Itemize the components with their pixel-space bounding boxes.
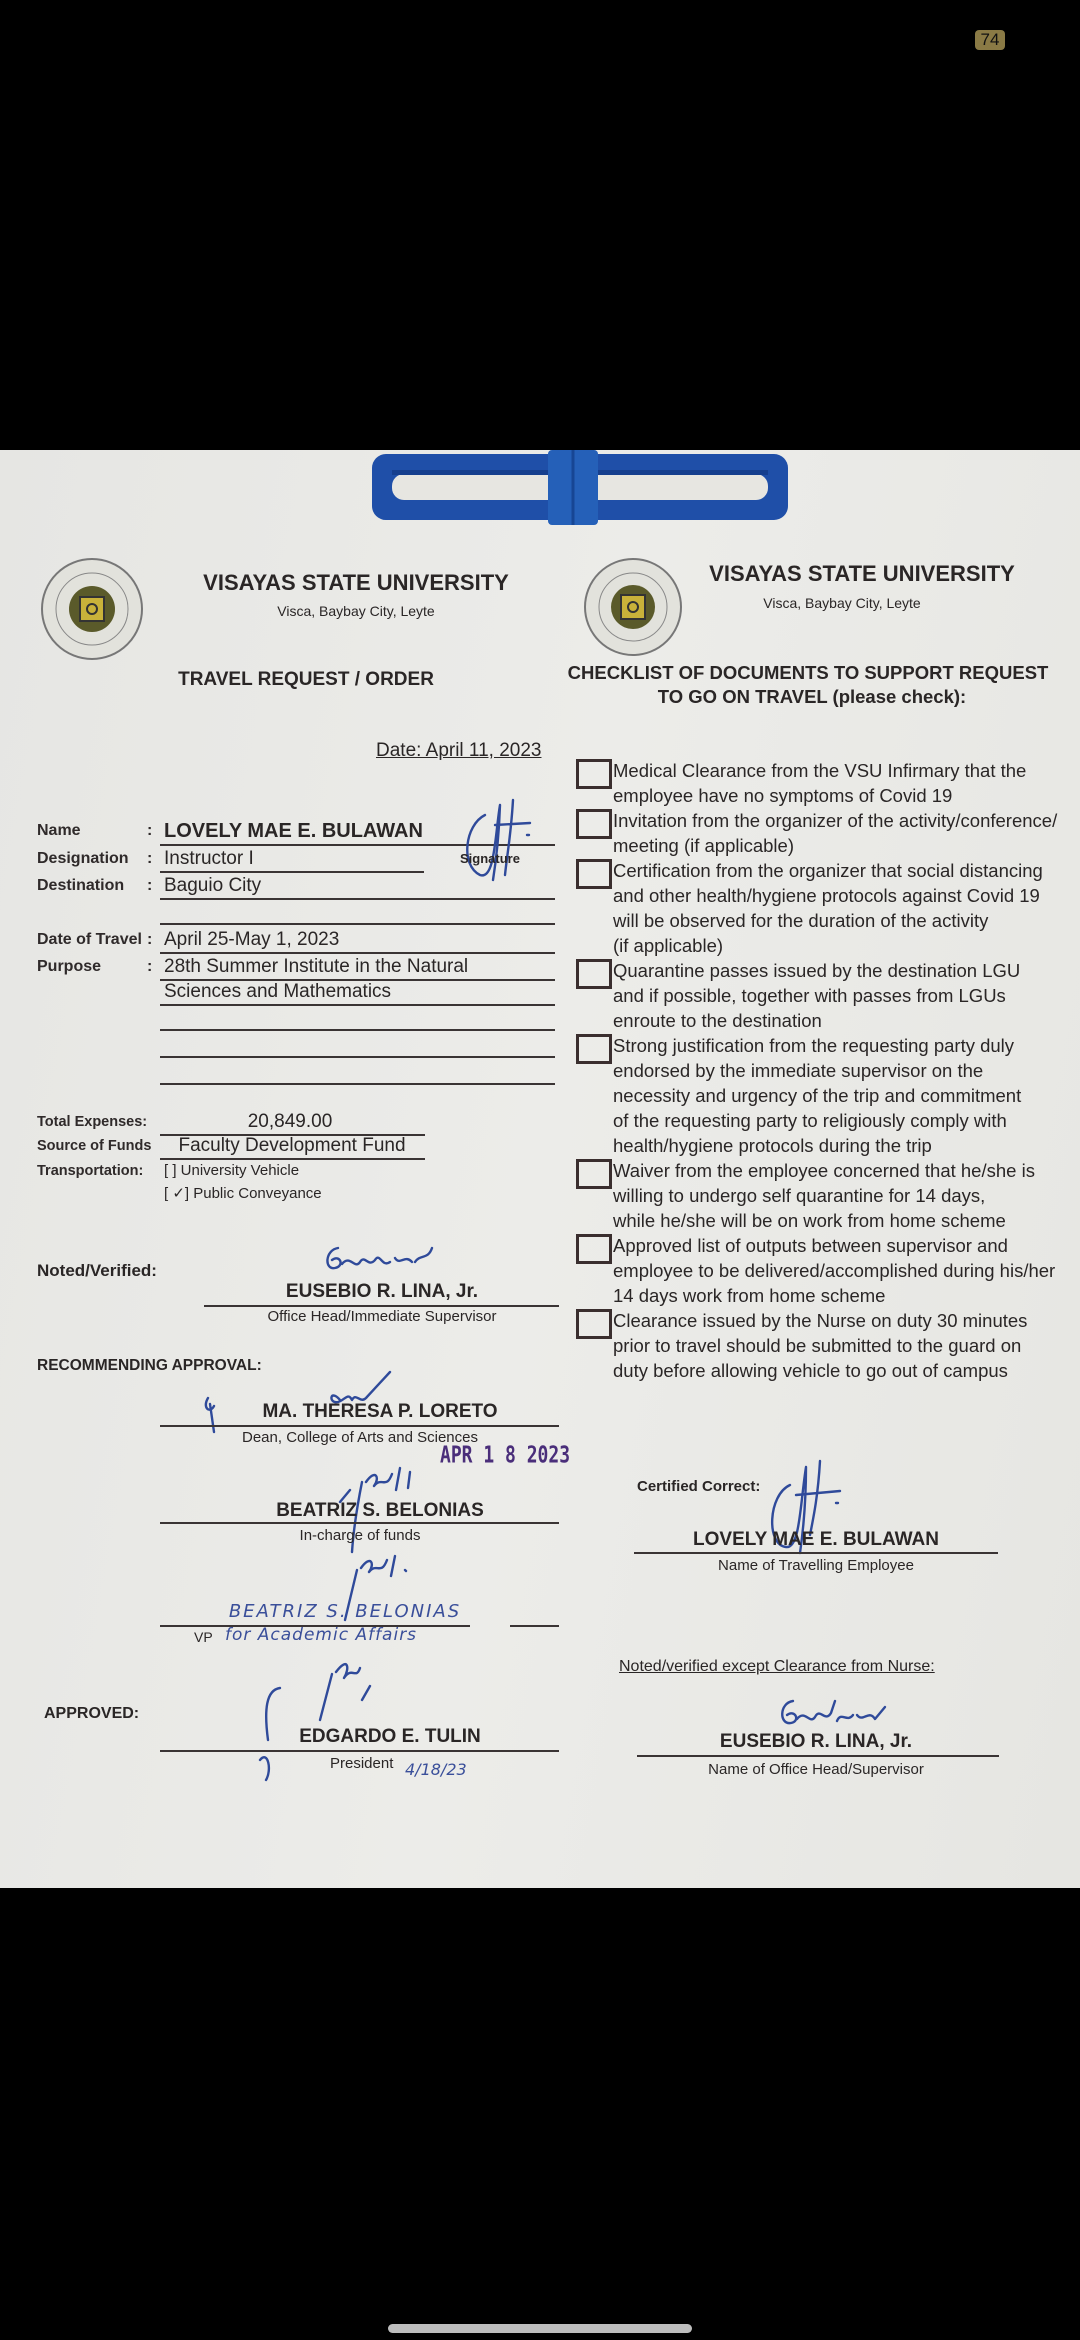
checklist-item-text: while he/she will be on work from home scheme (613, 1210, 1006, 1231)
supervisor-signature (320, 1240, 450, 1280)
supervisor-underline (204, 1305, 559, 1307)
transport-option-university-vehicle: [ ] University Vehicle (164, 1162, 300, 1179)
vp-prefix: VP (194, 1629, 213, 1645)
date-of-travel-value: April 25-May 1, 2023 (164, 929, 340, 950)
dean-underline (160, 1425, 559, 1427)
destination-label: Destination (37, 877, 125, 894)
noted-verified-label: Noted/Verified: (37, 1261, 157, 1280)
form-title: TRAVEL REQUEST / ORDER (178, 669, 434, 690)
colon: : (147, 958, 153, 975)
checklist-item-text: Medical Clearance from the VSU Infirmary that the (613, 760, 1027, 781)
checklist-item-text: Strong justification from the requesting party duly (613, 1035, 1015, 1056)
university-name-right: VISAYAS STATE UNIVERSITY (709, 561, 1015, 586)
checklist-item-text: Invitation from the organizer of the activity/conference/ (613, 810, 1058, 831)
checklist-item-text: willing to undergo self quarantine for 14 days, (613, 1185, 986, 1206)
checklist-checkbox[interactable] (576, 1159, 612, 1189)
funds-officer-underline (160, 1522, 559, 1524)
checklist-item-text: employee have no symptoms of Covid 19 (613, 785, 953, 806)
president-date-note: 4/18/23 (405, 1760, 467, 1779)
blank-line (160, 1083, 555, 1085)
checklist-item-text: Certification from the organizer that social distancing (613, 860, 1043, 881)
supervisor-name: EUSEBIO R. LINA, Jr. (285, 1281, 479, 1302)
checklist-checkbox[interactable] (576, 1034, 612, 1064)
received-date-stamp: APR 1 8 2023 (440, 1441, 571, 1470)
checklist-item-text: duty before allowing vehicle to go out of campus (613, 1360, 1008, 1381)
university-address-left: Visca, Baybay City, Leyte (277, 603, 435, 619)
employee-signature (455, 795, 535, 885)
purpose-line-2: Sciences and Mathematics (164, 981, 392, 1002)
checklist-item-text: will be observed for the duration of the activity (613, 910, 989, 931)
president-title: President (330, 1755, 394, 1772)
purpose-underline (160, 1004, 555, 1006)
university-name-left: VISAYAS STATE UNIVERSITY (203, 570, 509, 595)
head-caption: Name of Office Head/Supervisor (708, 1761, 924, 1778)
checklist-checkbox[interactable] (576, 759, 612, 789)
employee-underline (634, 1552, 998, 1554)
university-logo-right (583, 557, 683, 657)
head-name: EUSEBIO R. LINA, Jr. (719, 1731, 913, 1752)
checklist-title-line-1: CHECKLIST OF DOCUMENTS TO SUPPORT REQUEST (567, 662, 1049, 683)
funds-officer-name: BEATRIZ S. BELONIAS (276, 1500, 484, 1521)
name-label: Name (37, 822, 81, 839)
dean-name: MA. THERESA P. LORETO (262, 1401, 498, 1422)
checklist-title-line-2: TO GO ON TRAVEL (please check): (657, 686, 967, 707)
university-logo-left (40, 557, 144, 661)
head-underline (637, 1755, 999, 1757)
president-underline (160, 1750, 559, 1752)
checklist-item-text: of the requesting party to religiously comply with (613, 1110, 1007, 1131)
supervisor-title: Office Head/Immediate Supervisor (267, 1308, 497, 1325)
binder-clip-icon (370, 450, 790, 525)
head-signature (775, 1695, 905, 1735)
document-photo (0, 450, 1080, 1888)
source-of-funds-underline (160, 1158, 425, 1160)
source-of-funds-label: Source of Funds (37, 1138, 152, 1154)
colon: : (147, 931, 153, 948)
transport-option-public-conveyance: [ ✓] Public Conveyance (164, 1185, 322, 1202)
checklist-checkbox[interactable] (576, 859, 612, 889)
checklist-item-text: employee to be delivered/accomplished during his/her (613, 1260, 1056, 1281)
checklist-item-text: endorsed by the immediate supervisor on the (613, 1060, 984, 1081)
designation-label: Designation (37, 850, 129, 867)
date-of-travel-underline (160, 952, 555, 954)
noted-except-nurse-label: Noted/verified except Clearance from Nurse: (619, 1658, 935, 1675)
destination-value: Baguio City (164, 875, 262, 896)
checklist-item-text: 14 days work from home scheme (613, 1285, 886, 1306)
checklist-item-text: and if possible, together with passes from LGUs (613, 985, 1006, 1006)
signature-label: Signature (460, 851, 520, 866)
checklist-item-text: (if applicable) (613, 935, 724, 956)
certified-correct-label: Certified Correct: (637, 1478, 761, 1495)
vp-handwritten-title: for Academic Affairs (225, 1625, 418, 1645)
total-expenses-value: 20,849.00 (247, 1111, 333, 1132)
home-indicator[interactable] (388, 2324, 692, 2333)
request-date: Date: April 11, 2023 (376, 740, 542, 761)
checklist-checkbox[interactable] (576, 959, 612, 989)
destination-underline (160, 898, 555, 900)
approved-label: APPROVED: (44, 1705, 140, 1722)
checklist-item-text: meeting (if applicable) (613, 835, 794, 856)
vp-handwritten-name: BEATRIZ S. BELONIAS (228, 1601, 462, 1622)
employee-name-certified: LOVELY MAE E. BULAWAN (693, 1529, 939, 1550)
date-of-travel-label: Date of Travel (37, 931, 142, 948)
checklist-item-text: necessity and urgency of the trip and commitment (613, 1085, 1022, 1106)
vp-underline-tail (510, 1625, 559, 1627)
colon: : (147, 822, 153, 839)
blank-line (160, 923, 555, 925)
total-expenses-label: Total Expenses: (37, 1114, 148, 1130)
checklist-item-text: Waiver from the employee concerned that he/she is (613, 1160, 1035, 1181)
dean-title: Dean, College of Arts and Sciences (242, 1429, 478, 1446)
designation-underline (160, 871, 424, 873)
employee-caption: Name of Travelling Employee (718, 1557, 914, 1574)
notification-badge: 74 (975, 30, 1005, 50)
blank-line (160, 1029, 555, 1031)
checklist-item-text: Approved list of outputs between supervisor and (613, 1235, 1008, 1256)
name-value: LOVELY MAE E. BULAWAN (164, 820, 423, 842)
checklist-item-text: and other health/hygiene protocols against Covid 19 (613, 885, 1040, 906)
colon: : (147, 877, 153, 894)
checklist-checkbox[interactable] (576, 809, 612, 839)
president-name: EDGARDO E. TULIN (299, 1726, 481, 1747)
checklist-checkbox[interactable] (576, 1234, 612, 1264)
transportation-label: Transportation: (37, 1163, 144, 1179)
designation-value: Instructor I (164, 848, 254, 869)
recommending-approval-label: RECOMMENDING APPROVAL: (37, 1357, 262, 1374)
checklist-checkbox[interactable] (576, 1309, 612, 1339)
university-address-right: Visca, Baybay City, Leyte (763, 595, 921, 611)
source-of-funds-value: Faculty Development Fund (178, 1135, 406, 1156)
purpose-label: Purpose (37, 958, 102, 975)
colon: : (147, 850, 153, 867)
checklist-item-text: enroute to the destination (613, 1010, 822, 1031)
checklist-item-text: prior to travel should be submitted to the guard on (613, 1335, 1022, 1356)
checklist-item-text: Quarantine passes issued by the destination LGU (613, 960, 1021, 981)
blank-line (160, 1056, 555, 1058)
checklist-item-text: Clearance issued by the Nurse on duty 30 minutes (613, 1310, 1028, 1331)
checklist-item-text: health/hygiene protocols during the trip (613, 1135, 932, 1156)
funds-officer-title: In-charge of funds (299, 1527, 421, 1544)
purpose-line-1: 28th Summer Institute in the Natural (164, 956, 469, 977)
